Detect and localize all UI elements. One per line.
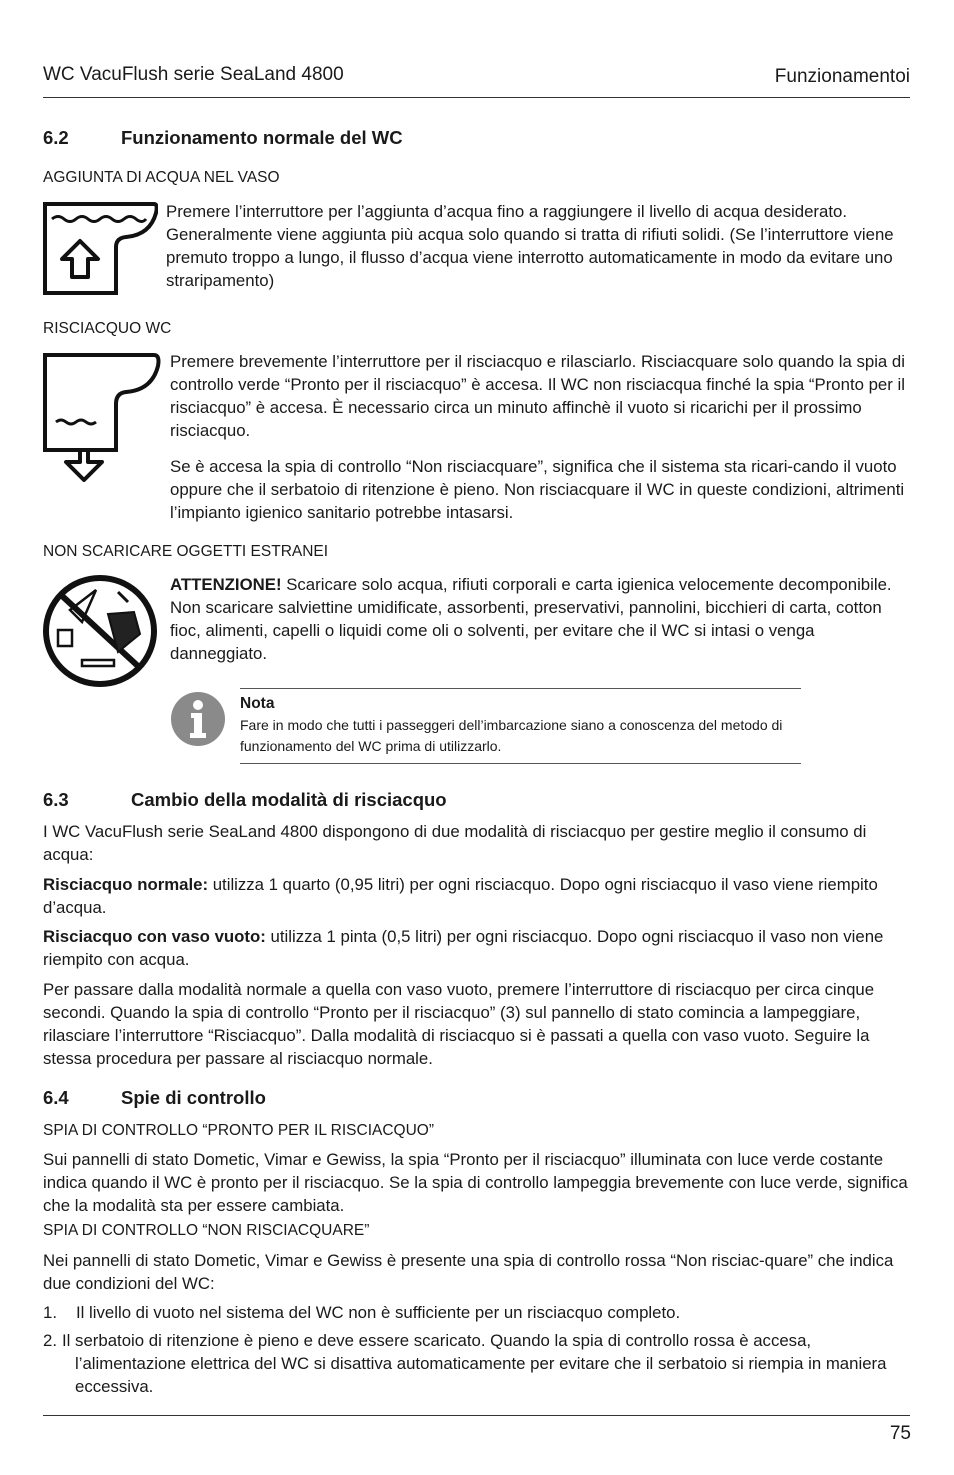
normal-flush-text — [43, 873, 913, 919]
add-water-caption: AGGIUNTA DI ACQUA NEL VASO — [43, 169, 280, 186]
list-item-text: Il livello di vuoto nel sistema del WC non è sufficiente per un risciacquo completo. — [76, 1303, 681, 1322]
warning-body: Scaricare solo acqua, rifiuti corporali e carta igienica velocemente decomponibile. Non scaricare salviettine umidificate, assorbenti, preservativi, pannolini, bicchieri di carta, cotton fioc, alimenti, capelli o liquidi come oli o solventi, per evitare che il WC si intasi o venga danneggiato. — [170, 575, 892, 663]
running-header-section: Funzionamentoi — [774, 66, 910, 87]
flush-text-1: Premere brevemente l’interruttore per il risciacquo e rilasciarlo. Risciacquare solo quando la spia di controllo verde “Pronto per il risciacquo” è accesa. Il WC non risciacqua finché la spia “Pronto per il risciacquo” è accesa. È necessario circa un minuto affinchè il vuoto si ricarichi per il prossimo risciacquo. — [170, 352, 905, 440]
ready-light-text: Sui pannelli di stato Dometic, Vimar e Gewiss, la spia “Pronto per il risciacquo” illuminata con luce verde costante indica quando il WC è pronto per il risciacquo. Se la spia di controllo lampeggia brevemente con luce verde, significa che la modalità sta per essere cambiata. — [43, 1150, 908, 1215]
normal-flush-body: utilizza 1 quarto (0,95 litri) per ogni risciacquo. Dopo ogni risciacquo il vaso viene riempito d’acqua. — [43, 875, 878, 917]
page-number: 75 — [889, 1423, 911, 1444]
note-text: Fare in modo che tutti i passeggeri dell’imbarcazione siano a conoscenza del metodo di funzionamento del WC prima di utilizzarlo. — [240, 717, 783, 754]
header-rule — [43, 97, 910, 98]
normal-flush-label: Risciacquo normale: — [43, 875, 209, 894]
list-item — [43, 1301, 913, 1324]
note-top-rule — [240, 688, 801, 689]
list-item-text — [63, 1329, 913, 1398]
list-item-number: 1. — [43, 1303, 57, 1322]
section-title: Cambio della modalità di risciacquo — [131, 789, 447, 810]
section-title: Funzionamento normale del WC — [121, 127, 403, 148]
section-number: 6.3 — [43, 789, 69, 810]
section-6-2-heading — [43, 127, 403, 149]
info-icon — [170, 691, 226, 747]
add-water-text: Premere l’interruttore per l’aggiunta d’acqua fino a raggiungere il livello di acqua desiderato. Generalmente viene aggiunta più acqua solo quando si tratta di rifiuti solidi. (Se l’interruttore viene premuto troppo a lungo, il flusso d’acqua viene interrotto automaticamente in modo da evitare uno straripamento) — [166, 202, 894, 290]
section-6-3-heading — [43, 789, 447, 811]
mode-switch-text: Per passare dalla modalità normale a quella con vaso vuoto, premere l’interruttore di risciacquo per circa cinque secondi. Quando la spia di controllo “Pronto per il risciacquo” (3) sul pannello di stato comincia a lampeggiare, rilasciare l’interruttore “Risciacquo”. Dalla modalità di risciacquo si è passati a quella con vaso vuoto. Seguire la stessa procedura per passare al risciacquo normale. — [43, 980, 875, 1068]
list-item — [43, 1329, 913, 1398]
list-item-body: Il serbatoio di ritenzione è pieno e deve essere scaricato. Quando la spia di controllo rossa è accesa, l’alimentazione elettrica del WC si disattiva automaticamente per evitare che il serbatoio si riempia in maniera eccessiva. — [62, 1331, 887, 1396]
empty-bowl-body: utilizza 1 pinta (0,5 litri) per ogni risciacquo. Dopo ogni risciacquo il vaso non viene riempito con acqua. — [43, 927, 884, 969]
ready-light-caption: SPIA DI CONTROLLO “PRONTO PER IL RISCIACQUO” — [43, 1122, 435, 1139]
note-bottom-rule — [240, 763, 801, 764]
flush-caption: RISCIACQUO WC — [43, 320, 172, 337]
section-number: 6.4 — [43, 1087, 69, 1108]
empty-bowl-label: Risciacquo con vaso vuoto: — [43, 927, 266, 946]
toilet-flush-icon — [42, 352, 162, 482]
footer-rule — [43, 1415, 910, 1416]
section-number: 6.2 — [43, 127, 69, 148]
empty-bowl-text — [43, 925, 913, 971]
noflush-light-text: Nei pannelli di stato Dometic, Vimar e Gewiss è presente una spia di controllo rossa “Non risciac-quare” che indica due condizioni del WC: — [43, 1251, 894, 1293]
section-6-4-heading — [43, 1087, 266, 1109]
flush-modes-intro: I WC VacuFlush serie SeaLand 4800 dispongono di due modalità di risciacquo per gestire meglio il consumo di acqua: — [43, 822, 867, 864]
toilet-add-water-icon — [42, 201, 158, 295]
noflush-light-caption: SPIA DI CONTROLLO “NON RISCIACQUARE” — [43, 1222, 370, 1239]
note-title: Nota — [240, 695, 275, 712]
warning-label: ATTENZIONE! — [170, 575, 282, 594]
running-header-title: WC VacuFlush serie SeaLand 4800 — [43, 64, 344, 85]
flush-text-2: Se è accesa la spia di controllo “Non risciacquare”, significa che il sistema sta ricari-cando il vuoto oppure che il serbatoio di ritenzione è pieno. Non risciacquare il WC in queste condizioni, altrimenti l’impianto igienico sanitario potrebbe intasarsi. — [170, 457, 905, 522]
no-foreign-text — [170, 573, 910, 665]
no-foreign-caption: NON SCARICARE OGGETTI ESTRANEI — [43, 543, 329, 560]
prohibited-items-icon — [42, 574, 158, 688]
section-title: Spie di controllo — [121, 1087, 266, 1108]
list-item-number: 2. — [43, 1331, 57, 1350]
